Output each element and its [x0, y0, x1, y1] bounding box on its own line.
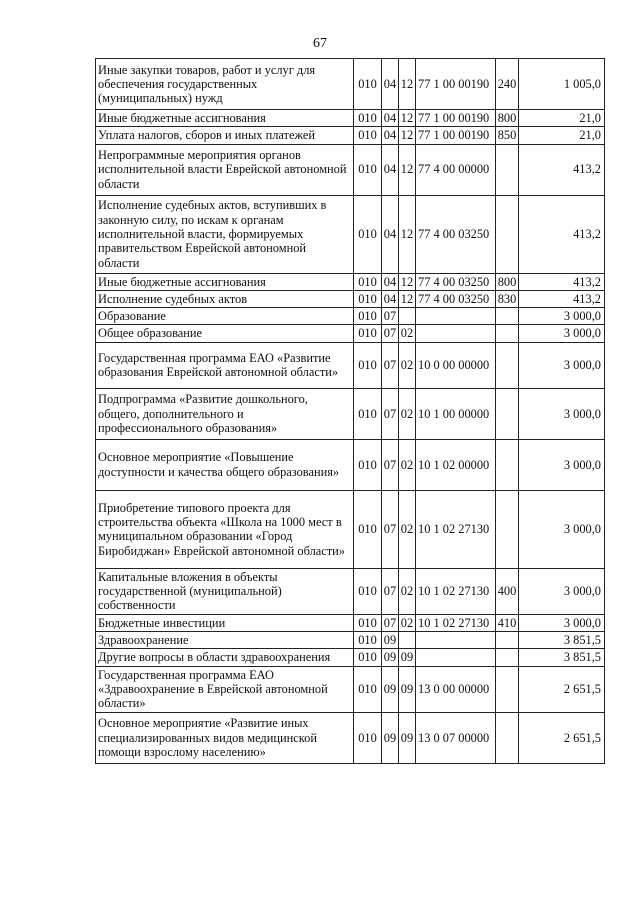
- row-name: Здравоохранение: [96, 632, 354, 649]
- row-subsection: 09: [399, 649, 416, 666]
- row-section: 04: [382, 59, 399, 110]
- row-subsection: 02: [399, 325, 416, 342]
- row-section: 07: [382, 568, 399, 614]
- row-name: Государственная программа ЕАО «Развитие образования Еврейской автономной области»: [96, 342, 354, 388]
- row-sum: 3 000,0: [519, 388, 605, 439]
- row-expense-type: 410: [496, 614, 519, 631]
- row-subsection: 02: [399, 490, 416, 568]
- row-sum: 413,2: [519, 195, 605, 273]
- row-section: 09: [382, 649, 399, 666]
- row-article: 77 4 00 03250: [416, 290, 496, 307]
- row-subsection: 12: [399, 127, 416, 144]
- row-sum: 413,2: [519, 290, 605, 307]
- row-section: 04: [382, 195, 399, 273]
- row-sum: 413,2: [519, 273, 605, 290]
- row-name: Исполнение судебных актов, вступивших в законную силу, по искам к органам исполнительной власти, формируемых правительством Еврейской автономной области: [96, 195, 354, 273]
- row-code: 010: [354, 308, 382, 325]
- row-article: 77 4 00 03250: [416, 273, 496, 290]
- table-row: [96, 632, 605, 649]
- row-code: 010: [354, 144, 382, 195]
- row-sum: 2 651,5: [519, 712, 605, 763]
- row-code: 010: [354, 568, 382, 614]
- row-expense-type: [496, 439, 519, 490]
- table-row: [96, 308, 605, 325]
- budget-table: [95, 58, 605, 764]
- row-name: Иные бюджетные ассигнования: [96, 110, 354, 127]
- row-name: Государственная программа ЕАО «Здравоохранение в Еврейской автономной области»: [96, 666, 354, 712]
- table-row: [96, 273, 605, 290]
- row-section: 09: [382, 632, 399, 649]
- row-section: 04: [382, 273, 399, 290]
- row-sum: 3 000,0: [519, 614, 605, 631]
- row-expense-type: [496, 308, 519, 325]
- row-code: 010: [354, 649, 382, 666]
- row-sum: 3 000,0: [519, 325, 605, 342]
- row-article: [416, 649, 496, 666]
- row-code: 010: [354, 127, 382, 144]
- row-article: [416, 632, 496, 649]
- row-article: 10 1 00 00000: [416, 388, 496, 439]
- row-expense-type: [496, 195, 519, 273]
- table-row: [96, 649, 605, 666]
- row-subsection: 12: [399, 290, 416, 307]
- row-expense-type: [496, 342, 519, 388]
- row-subsection: 02: [399, 439, 416, 490]
- row-name: Подпрограмма «Развитие дошкольного, общего, дополнительного и профессионального образования»: [96, 388, 354, 439]
- row-section: 07: [382, 308, 399, 325]
- row-name: Исполнение судебных актов: [96, 290, 354, 307]
- row-article: [416, 308, 496, 325]
- row-expense-type: [496, 325, 519, 342]
- row-subsection: [399, 308, 416, 325]
- row-article: 10 0 00 00000: [416, 342, 496, 388]
- row-sum: 21,0: [519, 127, 605, 144]
- row-code: 010: [354, 632, 382, 649]
- row-article: [416, 325, 496, 342]
- table-row: [96, 712, 605, 763]
- row-article: 10 1 02 27130: [416, 490, 496, 568]
- table-row: [96, 614, 605, 631]
- row-subsection: 09: [399, 666, 416, 712]
- row-expense-type: [496, 388, 519, 439]
- row-subsection: 12: [399, 59, 416, 110]
- row-article: 10 1 02 00000: [416, 439, 496, 490]
- row-expense-type: [496, 632, 519, 649]
- row-sum: 3 000,0: [519, 490, 605, 568]
- row-sum: 3 000,0: [519, 308, 605, 325]
- table-row: [96, 110, 605, 127]
- table-row: [96, 325, 605, 342]
- row-code: 010: [354, 490, 382, 568]
- row-subsection: 02: [399, 614, 416, 631]
- row-sum: 2 651,5: [519, 666, 605, 712]
- row-expense-type: 240: [496, 59, 519, 110]
- row-code: 010: [354, 342, 382, 388]
- row-name: Приобретение типового проекта для строительства объекта «Школа на 1000 мест в муниципальном образовании «Город Биробиджан» Еврейской автономной области»: [96, 490, 354, 568]
- row-sum: 21,0: [519, 110, 605, 127]
- row-name: Другие вопросы в области здравоохранения: [96, 649, 354, 666]
- row-code: 010: [354, 712, 382, 763]
- table-row: [96, 568, 605, 614]
- row-expense-type: [496, 144, 519, 195]
- table-row: [96, 388, 605, 439]
- row-section: 07: [382, 388, 399, 439]
- row-code: 010: [354, 195, 382, 273]
- row-section: 04: [382, 110, 399, 127]
- row-section: 07: [382, 325, 399, 342]
- row-sum: 3 851,5: [519, 649, 605, 666]
- row-expense-type: 400: [496, 568, 519, 614]
- row-code: 010: [354, 273, 382, 290]
- row-expense-type: [496, 712, 519, 763]
- table-row: [96, 144, 605, 195]
- row-section: 09: [382, 666, 399, 712]
- row-article: 77 1 00 00190: [416, 110, 496, 127]
- row-name: Иные бюджетные ассигнования: [96, 273, 354, 290]
- row-name: Бюджетные инвестиции: [96, 614, 354, 631]
- row-section: 07: [382, 490, 399, 568]
- table-row: [96, 59, 605, 110]
- table-body: [96, 59, 605, 764]
- row-expense-type: 800: [496, 110, 519, 127]
- row-expense-type: [496, 649, 519, 666]
- row-sum: 1 005,0: [519, 59, 605, 110]
- row-code: 010: [354, 614, 382, 631]
- table-row: [96, 666, 605, 712]
- row-subsection: 02: [399, 568, 416, 614]
- row-article: 77 4 00 03250: [416, 195, 496, 273]
- row-name: Капитальные вложения в объекты государственной (муниципальной) собственности: [96, 568, 354, 614]
- row-expense-type: 830: [496, 290, 519, 307]
- row-code: 010: [354, 325, 382, 342]
- row-code: 010: [354, 59, 382, 110]
- row-section: 04: [382, 127, 399, 144]
- row-code: 010: [354, 290, 382, 307]
- row-expense-type: [496, 666, 519, 712]
- row-article: 77 1 00 00190: [416, 59, 496, 110]
- row-sum: 3 000,0: [519, 439, 605, 490]
- table-row: [96, 290, 605, 307]
- row-name: Образование: [96, 308, 354, 325]
- table-row: [96, 127, 605, 144]
- row-sum: 3 000,0: [519, 342, 605, 388]
- row-sum: 3 851,5: [519, 632, 605, 649]
- row-sum: 3 000,0: [519, 568, 605, 614]
- row-name: Основное мероприятие «Развитие иных специализированных видов медицинской помощи взрослому населению»: [96, 712, 354, 763]
- row-subsection: 12: [399, 144, 416, 195]
- row-section: 07: [382, 342, 399, 388]
- row-subsection: 12: [399, 273, 416, 290]
- row-section: 07: [382, 439, 399, 490]
- row-name: Непрограммные мероприятия органов исполнительной власти Еврейской автономной области: [96, 144, 354, 195]
- table-row: [96, 195, 605, 273]
- table-row: [96, 342, 605, 388]
- row-section: 07: [382, 614, 399, 631]
- row-name: Основное мероприятие «Повышение доступности и качества общего образования»: [96, 439, 354, 490]
- row-subsection: 02: [399, 342, 416, 388]
- row-name: Уплата налогов, сборов и иных платежей: [96, 127, 354, 144]
- row-subsection: [399, 632, 416, 649]
- row-article: 13 0 00 00000: [416, 666, 496, 712]
- row-article: 77 1 00 00190: [416, 127, 496, 144]
- table-row: [96, 439, 605, 490]
- row-name: Общее образование: [96, 325, 354, 342]
- row-subsection: 12: [399, 110, 416, 127]
- row-subsection: 02: [399, 388, 416, 439]
- row-subsection: 12: [399, 195, 416, 273]
- row-code: 010: [354, 439, 382, 490]
- row-code: 010: [354, 110, 382, 127]
- page-number: 67: [313, 36, 327, 51]
- table-row: [96, 490, 605, 568]
- row-code: 010: [354, 666, 382, 712]
- row-article: 13 0 07 00000: [416, 712, 496, 763]
- row-sum: 413,2: [519, 144, 605, 195]
- row-code: 010: [354, 388, 382, 439]
- row-article: 10 1 02 27130: [416, 568, 496, 614]
- row-name: Иные закупки товаров, работ и услуг для обеспечения государственных (муниципальных) нужд: [96, 59, 354, 110]
- row-expense-type: 800: [496, 273, 519, 290]
- row-section: 04: [382, 290, 399, 307]
- row-article: 77 4 00 00000: [416, 144, 496, 195]
- row-expense-type: [496, 490, 519, 568]
- row-section: 09: [382, 712, 399, 763]
- row-article: 10 1 02 27130: [416, 614, 496, 631]
- row-expense-type: 850: [496, 127, 519, 144]
- row-section: 04: [382, 144, 399, 195]
- row-subsection: 09: [399, 712, 416, 763]
